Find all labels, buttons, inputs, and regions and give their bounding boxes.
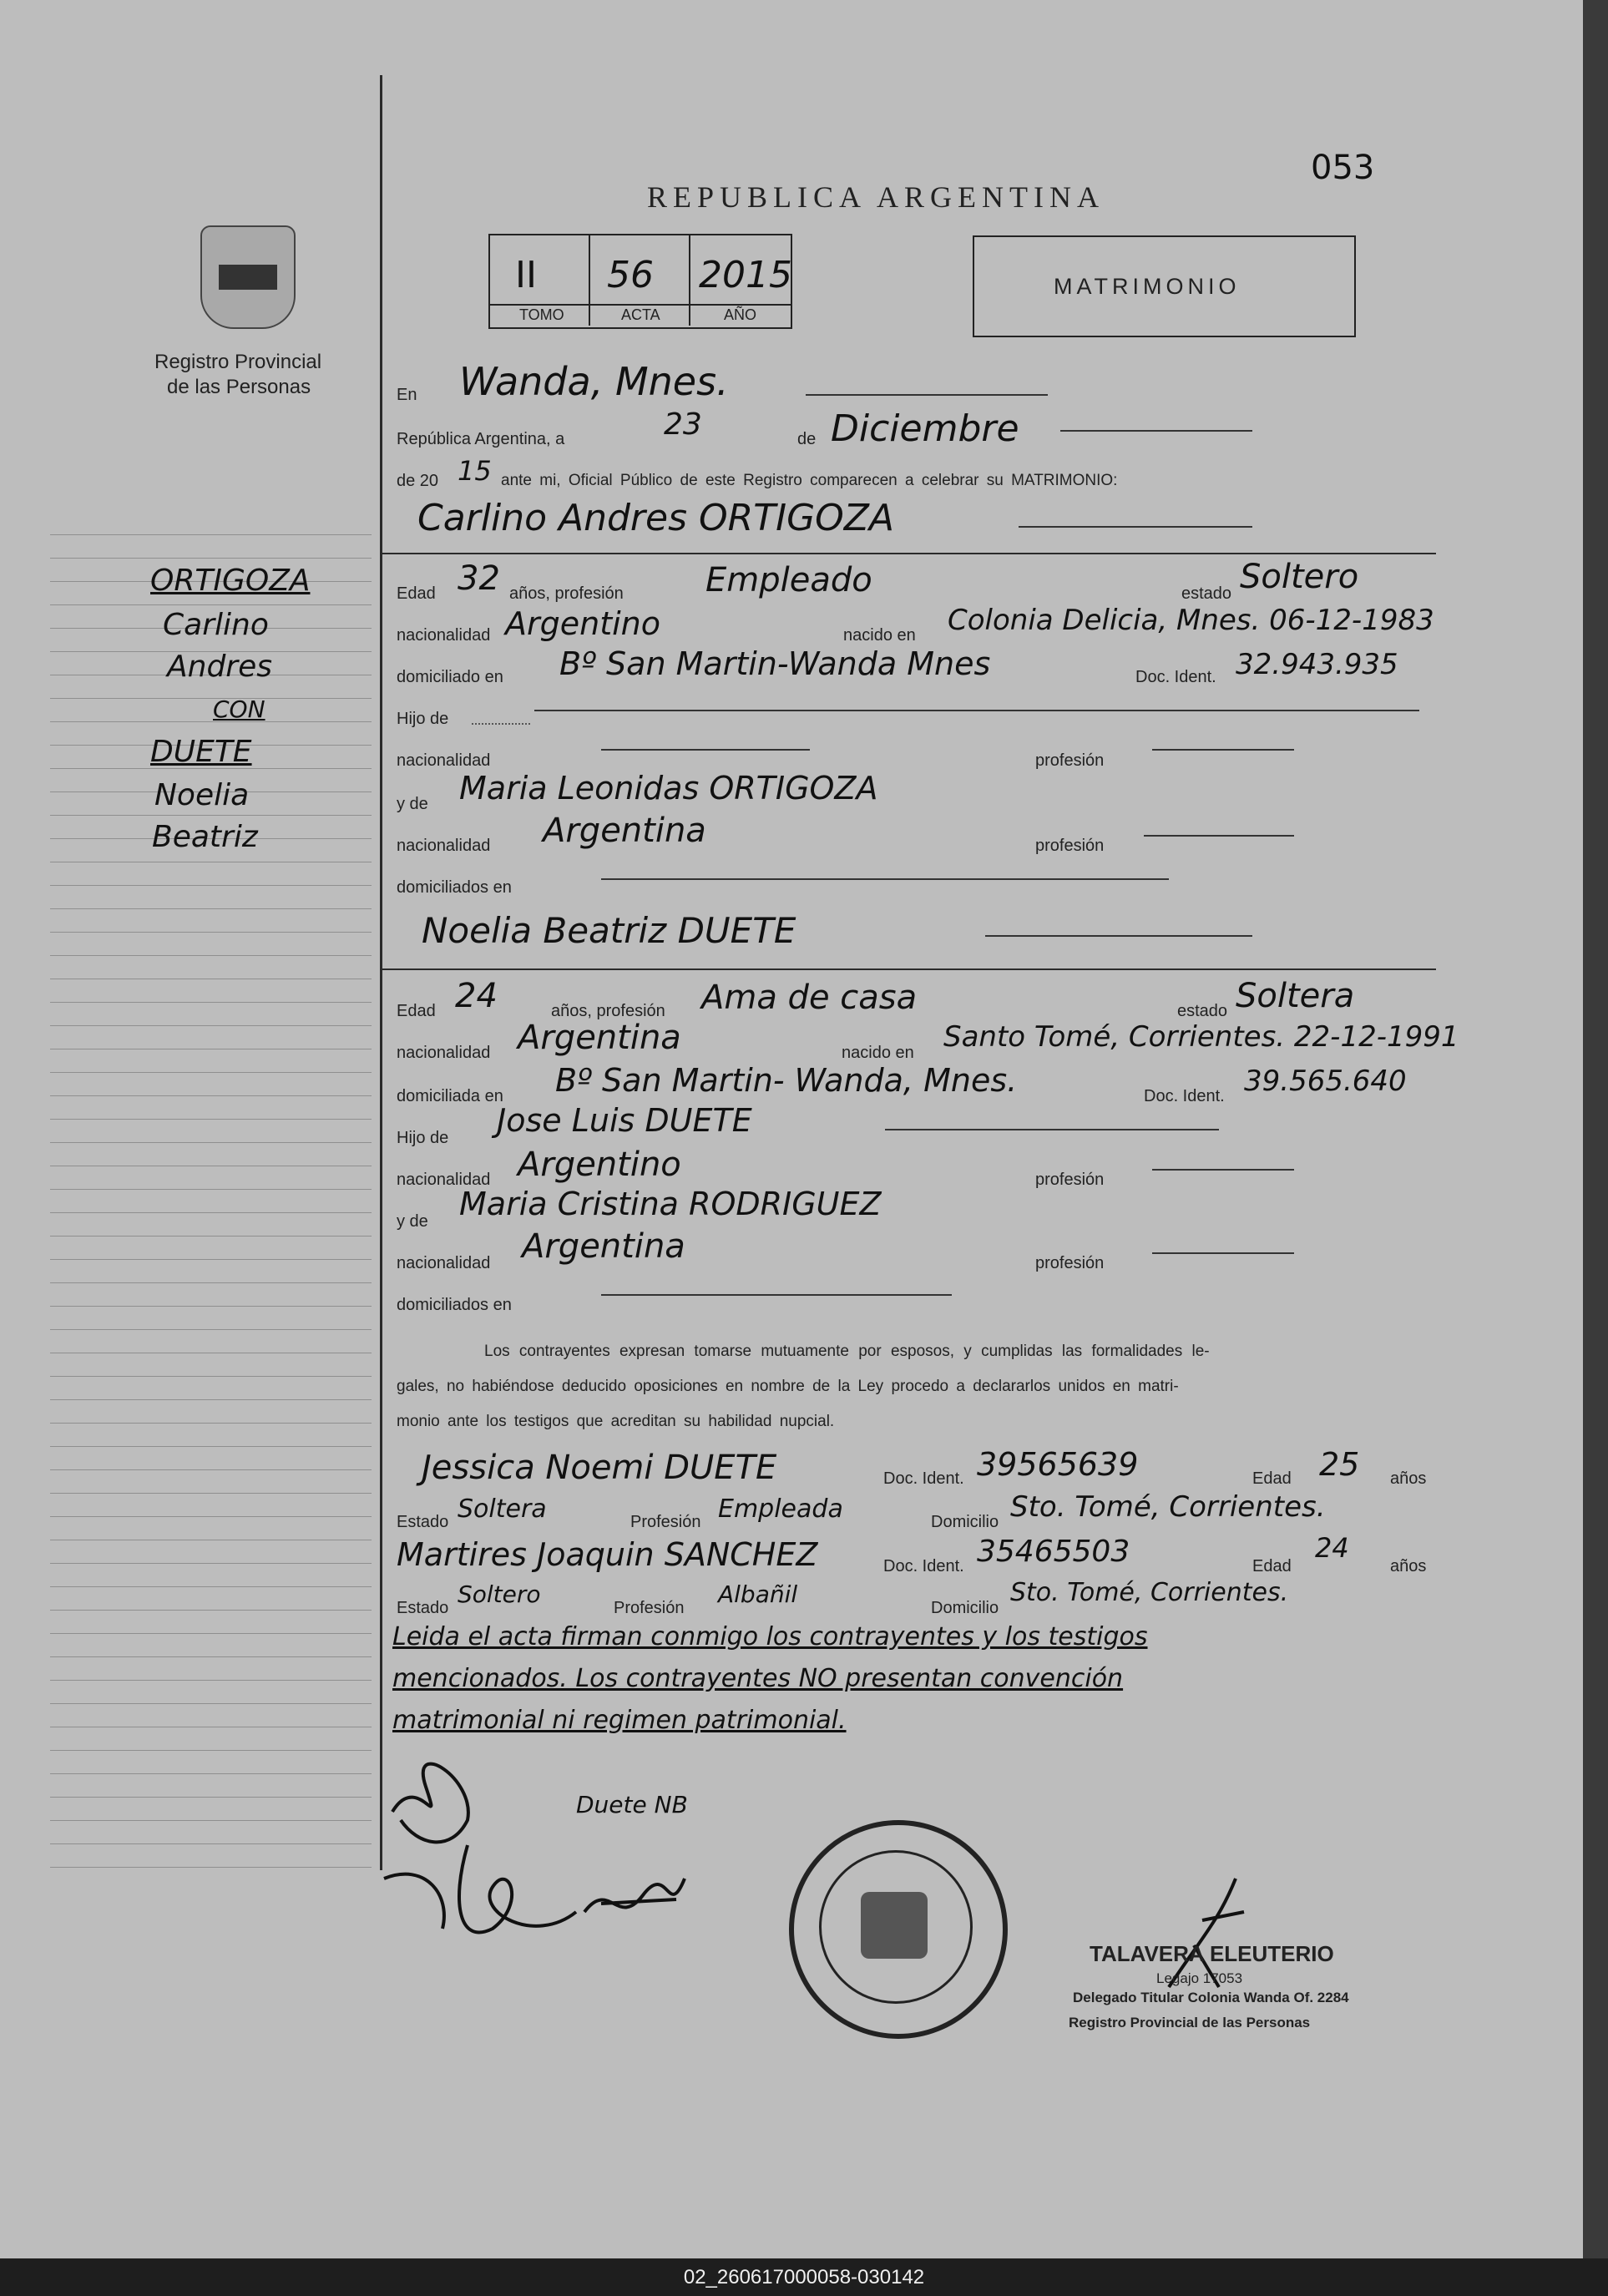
margin-rule-line <box>50 1750 372 1751</box>
margin-rule-line <box>50 932 372 933</box>
bride-profession: Ama de casa <box>701 979 918 1017</box>
witness1-status-label: Estado <box>397 1513 449 1531</box>
day-value: 23 <box>664 407 702 442</box>
margin-rule-line <box>50 698 372 699</box>
groom-father-nat-label: nacionalidad <box>397 751 491 770</box>
groom-father-prof-label: profesión <box>1035 751 1105 770</box>
witness2-dom-label: Domicilio <box>931 1599 999 1617</box>
witness1-name: Jessica Noemi DUETE <box>422 1449 777 1487</box>
margin-rule-line <box>50 1773 372 1774</box>
fill-line <box>1060 430 1252 432</box>
witness1-profession: Empleada <box>718 1494 843 1524</box>
bride-mother-nat-label: nacionalidad <box>397 1254 491 1272</box>
margin-note-given-4: Beatriz <box>152 820 258 854</box>
fill-line <box>985 935 1252 937</box>
margin-rule-line <box>50 1259 372 1260</box>
bride-status-label: estado <box>1177 1002 1228 1020</box>
bride-born: Santo Tomé, Corrientes. 22-12-1991 <box>943 1020 1459 1054</box>
bride-nationality-label: nacionalidad <box>397 1044 491 1062</box>
year-prefix: de 20 <box>397 472 439 490</box>
official-seal <box>789 1820 1008 2039</box>
margin-rule-line <box>50 1633 372 1634</box>
official-registry: Registro Provincial de las Personas <box>1069 2015 1311 2030</box>
margin-rule-line <box>50 1423 372 1424</box>
year-suffix: 15 <box>458 455 492 487</box>
margin-note-given-1: Carlino <box>163 608 269 642</box>
groom-mother-label: y de <box>397 795 428 813</box>
witness2-domicile: Sto. Tomé, Corrientes. <box>1010 1578 1289 1607</box>
margin-rule-line <box>50 1446 372 1447</box>
margin-rule-line <box>50 885 372 886</box>
date-prefix: República Argentina, a <box>397 430 565 448</box>
fill-line <box>601 1294 952 1296</box>
witness2-status: Soltero <box>458 1580 541 1608</box>
fill-line <box>806 394 1048 396</box>
bride-father: Jose Luis DUETE <box>497 1102 752 1139</box>
scan-edge <box>1583 0 1608 2258</box>
witness2-doc-label: Doc. Ident. <box>883 1557 964 1575</box>
section-divider <box>382 553 1436 554</box>
margin-rule-line <box>50 1586 372 1587</box>
fill-line <box>1152 1252 1294 1254</box>
groom-doc: 32.943.935 <box>1236 648 1398 681</box>
bride-father-nat: Argentino <box>518 1145 681 1184</box>
bride-nationality: Argentina <box>518 1019 681 1057</box>
witness2-age-label: Edad <box>1252 1557 1292 1575</box>
witness2-status-label: Estado <box>397 1599 449 1617</box>
bride-name: Noelia Beatriz DUETE <box>422 910 796 951</box>
margin-rule-line <box>50 1212 372 1213</box>
margin-rule-line <box>50 1469 372 1470</box>
margin-rule-line <box>50 1680 372 1681</box>
fill-line <box>885 1129 1219 1130</box>
declaration-line-2: gales, no habiéndose deducido oposiciones en nombre de la Ley procedo a declararlos unidos en matri- <box>397 1378 1179 1395</box>
tomo-value: II <box>515 254 537 296</box>
margin-note-con: CON <box>213 695 265 723</box>
place-label: En <box>397 386 417 404</box>
margin-note-given-3: Noelia <box>154 778 250 812</box>
margin-rule-line <box>50 1095 372 1096</box>
bride-domicile-label: domiciliada en <box>397 1087 503 1105</box>
groom-nationality-label: nacionalidad <box>397 626 491 645</box>
margin-note-surname-2: DUETE <box>150 735 252 769</box>
margin-rule-line <box>50 1563 372 1564</box>
witness2-years-label: años <box>1390 1557 1427 1575</box>
bride-mother-label: y de <box>397 1212 428 1231</box>
signature-witness <box>584 1879 685 1912</box>
fill-line <box>601 878 1169 880</box>
official-role: Delegado Titular Colonia Wanda Of. 2284 <box>1073 1990 1349 2005</box>
margin-rule-line <box>50 1493 372 1494</box>
witness2-age: 24 <box>1315 1532 1349 1564</box>
margin-rule-line <box>50 1306 372 1307</box>
margin-rule-line <box>50 721 372 722</box>
month-value: Diciembre <box>831 407 1019 450</box>
year-label: AÑO <box>724 306 757 323</box>
groom-years-label: años, profesión <box>509 584 624 603</box>
margin-rule-line <box>50 1282 372 1283</box>
margin-rule-line <box>50 1329 372 1330</box>
logo-emblem <box>219 265 277 290</box>
groom-age-label: Edad <box>397 584 436 603</box>
witness1-doc: 39565639 <box>977 1446 1139 1483</box>
bride-doc-label: Doc. Ident. <box>1144 1087 1225 1105</box>
margin-note-surname: ORTIGOZA <box>150 564 311 598</box>
appearance-formula: ante mi, Oficial Público de este Registro comparecen a celebrar su MATRIMONIO: <box>501 472 1118 489</box>
margin-rule-line <box>50 1399 372 1400</box>
groom-status-label: estado <box>1181 584 1232 603</box>
bride-father-nat-label: nacionalidad <box>397 1171 491 1189</box>
margin-rule-line <box>50 1236 372 1237</box>
groom-mother: Maria Leonidas ORTIGOZA <box>459 770 878 807</box>
groom-status: Soltero <box>1240 558 1359 596</box>
margin-rule-line <box>50 1376 372 1377</box>
fill-line <box>1019 526 1252 528</box>
bride-age-label: Edad <box>397 1002 436 1020</box>
groom-parents-dom-label: domiciliados en <box>397 878 512 897</box>
margin-rule-line <box>50 604 372 605</box>
groom-mother-nat-label: nacionalidad <box>397 837 491 855</box>
scan-identifier: 02_260617000058-030142 <box>0 2258 1608 2296</box>
registry-ref-box <box>488 234 792 329</box>
groom-age: 32 <box>458 559 500 598</box>
witness1-age-label: Edad <box>1252 1469 1292 1488</box>
institution-line-1: Registro Provincial <box>154 351 322 373</box>
bride-father-label: Hijo de <box>397 1129 449 1147</box>
margin-rule-line <box>50 1843 372 1844</box>
bride-status: Soltera <box>1236 977 1355 1015</box>
place-value: Wanda, Mnes. <box>459 359 729 404</box>
margin-rule-line <box>50 558 372 559</box>
groom-father-label: Hijo de <box>397 710 449 728</box>
signature-groom <box>392 1764 468 1843</box>
bride-parents-dom-label: domiciliados en <box>397 1296 512 1314</box>
margin-rule-line <box>50 815 372 816</box>
groom-name: Carlino Andres ORTIGOZA <box>417 497 895 539</box>
bride-years-label: años, profesión <box>551 1002 665 1020</box>
witness2-name: Martires Joaquin SANCHEZ <box>397 1536 818 1573</box>
bride-doc: 39.565.640 <box>1244 1065 1407 1098</box>
country-title: REPUBLICA ARGENTINA <box>647 180 1105 214</box>
margin-rule-line <box>50 1516 372 1517</box>
acta-label: ACTA <box>621 306 660 323</box>
witness2-doc: 35465503 <box>977 1535 1130 1569</box>
bride-born-label: nacido en <box>842 1044 914 1062</box>
witness1-status: Soltera <box>458 1494 547 1524</box>
tomo-label: TOMO <box>519 306 564 323</box>
section-divider <box>382 968 1436 970</box>
dotted-fill <box>472 723 530 725</box>
groom-domicile: Bº San Martin-Wanda Mnes <box>559 645 991 682</box>
witness2-prof-label: Profesión <box>614 1599 685 1617</box>
groom-nationality: Argentino <box>505 605 660 642</box>
margin-rule-line <box>50 1867 372 1868</box>
witness1-age: 25 <box>1319 1446 1360 1483</box>
registry-logo <box>200 225 296 329</box>
bride-mother-nat: Argentina <box>522 1227 685 1266</box>
bride-mother: Maria Cristina RODRIGUEZ <box>459 1186 882 1222</box>
fill-line <box>601 749 810 751</box>
margin-rule-line <box>50 908 372 909</box>
witness1-prof-label: Profesión <box>630 1513 701 1531</box>
fill-line <box>1152 749 1294 751</box>
margin-rule-line <box>50 1119 372 1120</box>
closing-line-1: Leida el acta firman conmigo los contrayentes y los testigos <box>392 1622 1148 1651</box>
witness1-dom-label: Domicilio <box>931 1513 999 1531</box>
official-name: TALAVERA ELEUTERIO <box>1090 1941 1334 1966</box>
signature-note: Duete NB <box>576 1791 688 1818</box>
witness1-years-label: años <box>1390 1469 1427 1488</box>
margin-rule-line <box>50 955 372 956</box>
fill-line <box>534 710 1419 711</box>
margin-rule-line <box>50 1820 372 1821</box>
bride-domicile: Bº San Martin- Wanda, Mnes. <box>555 1062 1018 1099</box>
margin-note-given-2: Andres <box>167 650 272 684</box>
signature-bride <box>384 1845 576 1932</box>
month-label: de <box>797 430 817 448</box>
groom-mother-nat: Argentina <box>543 812 706 850</box>
act-type: MATRIMONIO <box>1054 274 1241 299</box>
institution-line-2: de las Personas <box>167 376 311 398</box>
margin-rule-line <box>50 1002 372 1003</box>
witness2-profession: Albañil <box>718 1580 798 1608</box>
groom-profession: Empleado <box>705 561 872 599</box>
bride-mother-prof-label: profesión <box>1035 1254 1105 1272</box>
official-legajo: Legajo 17053 <box>1156 1970 1243 1986</box>
witness1-domicile: Sto. Tomé, Corrientes. <box>1010 1490 1326 1524</box>
witness1-doc-label: Doc. Ident. <box>883 1469 964 1488</box>
margin-rule-line <box>50 1025 372 1026</box>
groom-born-label: nacido en <box>843 626 916 645</box>
act-type-box <box>973 235 1356 337</box>
fill-line <box>1144 835 1294 837</box>
closing-line-3: matrimonial ni regimen patrimonial. <box>392 1706 847 1735</box>
margin-rule-line <box>50 1797 372 1798</box>
margin-divider <box>380 75 382 1870</box>
declaration-line-3: monio ante los testigos que acreditan su habilidad nupcial. <box>397 1413 835 1430</box>
margin-rule-line <box>50 1142 372 1143</box>
closing-line-2: mencionados. Los contrayentes NO presentan convención <box>392 1664 1124 1693</box>
declaration-line-1: Los contrayentes expresan tomarse mutuamente por esposos, y cumplidas las formalidades le- <box>484 1343 1210 1360</box>
groom-mother-prof-label: profesión <box>1035 837 1105 855</box>
year-value: 2015 <box>699 254 792 296</box>
margin-rule-line <box>50 1072 372 1073</box>
groom-domicile-label: domiciliado en <box>397 668 503 686</box>
margin-rule-line <box>50 1703 372 1704</box>
folio-number: 053 <box>1311 149 1375 187</box>
margin-rule-line <box>50 1656 372 1657</box>
fill-line <box>1152 1169 1294 1171</box>
groom-born: Colonia Delicia, Mnes. 06-12-1983 <box>948 604 1434 637</box>
acta-value: 56 <box>607 254 654 296</box>
seal-emblem <box>861 1892 928 1959</box>
bride-father-prof-label: profesión <box>1035 1171 1105 1189</box>
margin-rule-line <box>50 534 372 535</box>
margin-rule-line <box>50 1610 372 1611</box>
margin-rule-line <box>50 1189 372 1190</box>
groom-doc-label: Doc. Ident. <box>1135 668 1216 686</box>
bride-age: 24 <box>455 977 498 1015</box>
